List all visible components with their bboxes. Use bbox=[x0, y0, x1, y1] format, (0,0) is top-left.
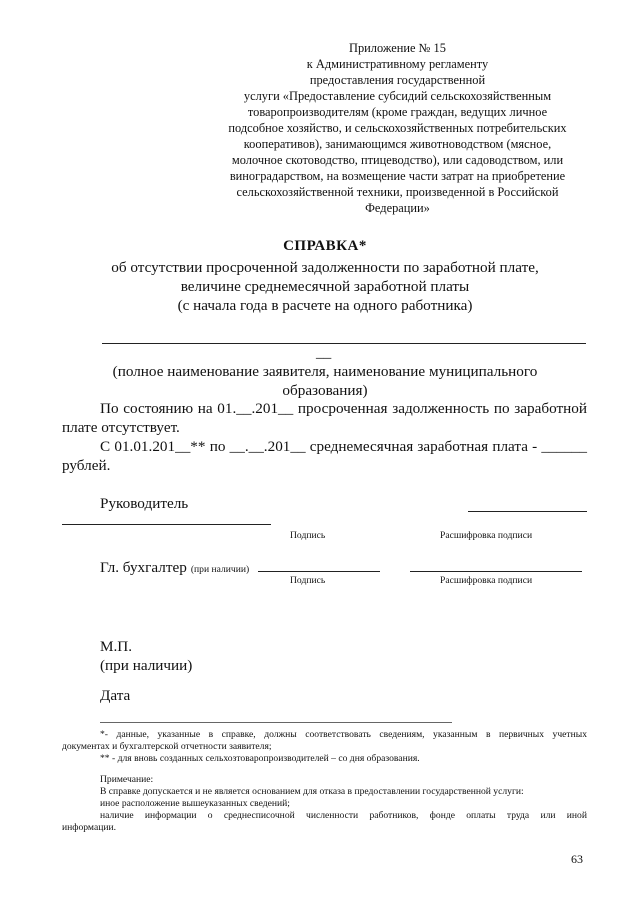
subtitle-line-2: величине среднемесячной заработной платы bbox=[180, 278, 470, 295]
appendix-header bbox=[215, 40, 580, 216]
appendix-line: подсобное хозяйство, и сельскохозяйственных потребительских bbox=[228, 121, 567, 135]
note-heading: Примечание: bbox=[100, 774, 154, 785]
appendix-line: товаропроизводителям (кроме граждан, ведущих личное bbox=[247, 105, 548, 119]
stamp-label: М.П. bbox=[100, 638, 133, 655]
footnote-separator bbox=[100, 722, 452, 723]
appendix-line: кооперативов), занимающимся животноводством (мясное, bbox=[243, 137, 552, 151]
appendix-line: молочное скотоводство, птицеводство), или садоводством, или bbox=[231, 153, 564, 167]
applicant-name-line bbox=[102, 343, 586, 344]
statement-line-2: плате отсутствует. bbox=[62, 419, 180, 436]
appendix-line: к Административному регламенту bbox=[306, 57, 489, 71]
document-title: СПРАВКА* bbox=[283, 238, 367, 254]
note-line-2: иное расположение вышеуказанных сведений; bbox=[100, 798, 290, 809]
applicant-caption bbox=[60, 362, 590, 400]
document-subtitle bbox=[60, 258, 590, 315]
date-label: Дата bbox=[100, 687, 131, 704]
subtitle-line-1: об отсутствии просроченной задолженности по заработной плате, bbox=[111, 259, 539, 276]
head-label: Руководитель bbox=[100, 495, 189, 512]
appendix-line: сельскохозяйственной техники, произведенной в Российской bbox=[236, 185, 559, 199]
footnote-2: ** - для вновь созданных сельхозтоваропроизводителей – со дня образования. bbox=[100, 753, 420, 764]
accountant-decoding-caption: Расшифровка подписи bbox=[440, 575, 533, 586]
applicant-caption-line-1: (полное наименование заявителя, наименование муниципального bbox=[112, 363, 538, 380]
accountant-decoding-line bbox=[410, 571, 582, 572]
head-decoding-caption: Расшифровка подписи bbox=[440, 530, 533, 541]
note-line-4: информации. bbox=[62, 822, 116, 833]
statement-line-3: С 01.01.201__** по __.__.201__ среднемесячная заработная плата - ______ bbox=[100, 438, 587, 455]
head-decoding-line bbox=[468, 511, 587, 512]
footnote-1-line-2: документах и бухгалтерской отчетности заявителя; bbox=[62, 741, 272, 752]
statement-line-1: По состоянию на 01.__.201__ просроченная задолженность по заработной bbox=[100, 400, 587, 417]
applicant-caption-line-2: образования) bbox=[282, 382, 368, 399]
statement-line-4: рублей. bbox=[62, 457, 111, 474]
accountant-row bbox=[100, 558, 249, 577]
accountant-signature-line bbox=[258, 571, 380, 572]
note-line-3: наличие информации о среднесписочной численности работников, фонде оплаты труда или иной bbox=[100, 810, 587, 821]
applicant-dash: __ bbox=[316, 344, 332, 361]
appendix-line: Приложение № 15 bbox=[349, 41, 446, 55]
accountant-label: Гл. бухгалтер bbox=[100, 559, 187, 576]
note-line-1: В справке допускается и не является основанием для отказа в предоставлении государственной услуги: bbox=[100, 786, 524, 797]
stamp-note: (при наличии) bbox=[100, 657, 193, 674]
footnote-1-line-1: *- данные, указанные в справке, должны соответствовать сведениям, указанным в первичных учетных bbox=[100, 729, 587, 740]
page-number: 63 bbox=[571, 852, 583, 866]
appendix-line: услуги «Предоставление субсидий сельскохозяйственным bbox=[243, 89, 552, 103]
appendix-line: Федерации» bbox=[365, 201, 430, 215]
accountant-note: (при наличии) bbox=[190, 564, 250, 575]
head-signature-caption: Подпись bbox=[290, 530, 326, 541]
subtitle-line-3: (с начала года в расчете на одного работника) bbox=[177, 297, 473, 314]
accountant-signature-caption: Подпись bbox=[290, 575, 326, 586]
appendix-line: предоставления государственной bbox=[309, 73, 486, 87]
appendix-line: виноградарством, на возмещение части затрат на приобретение bbox=[229, 169, 566, 183]
head-signature-line bbox=[62, 524, 271, 525]
